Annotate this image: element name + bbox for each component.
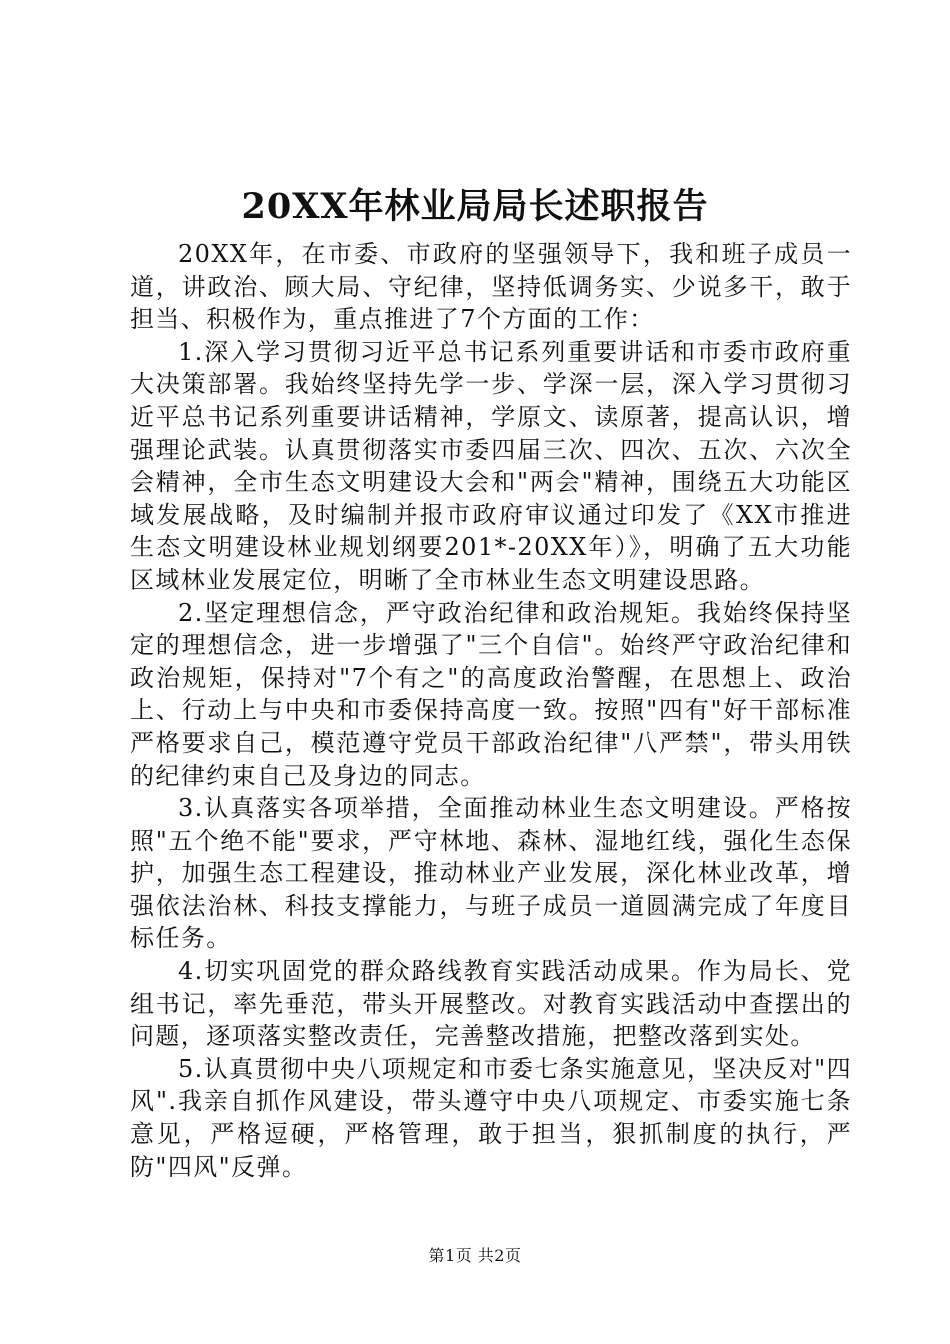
paragraph-intro: 20XX年，在市委、市政府的坚强领导下，我和班子成员一道，讲政治、顾大局、守纪律，坚持低调务实、少说多干，敢于担当、积极作为，重点推进了7个方面的工作： [130,240,852,334]
paragraph-item-3: 3.认真落实各项举措，全面推动林业生态文明建设。严格按照"五个绝不能"要求，严守林地、森林、湿地红线，强化生态保护，加强生态工程建设，推动林业产业发展，深化林业改革，增强依法治林、科技支撑能力，与班子成员一道圆满完成了年度目标任务。 [130,794,852,953]
paragraph-item-5: 5.认真贯彻中央八项规定和市委七条实施意见，坚决反对"四风".我亲自抓作风建设，带头遵守中央八项规定、市委实施七条意见，严格逗硬，严格管理，敢于担当，狠抓制度的执行，严防"四风"反弹。 [130,1054,852,1181]
document-title: 20XX年林业局局长述职报告 [241,186,709,227]
document-body [130,238,852,1183]
paragraph-item-2: 2.坚定理想信念，严守政治纪律和政治规矩。我始终保持坚定的理想信念，进一步增强了"三个自信"。始终严守政治纪律和政治规矩，保持对"7个有之"的高度政治警醒，在思想上、政治上、行动上与中央和市委保持高度一致。按照"四有"好干部标准严格要求自己，模范遵守党员干部政治纪律"八严禁"，带头用铁的纪律约束自己及身边的同志。 [130,598,852,790]
paragraph-item-1: 1.深入学习贯彻习近平总书记系列重要讲话和市委市政府重大决策部署。我始终坚持先学一步、学深一层，深入学习贯彻习近平总书记系列重要讲话精神，学原文、读原著，提高认识，增强理论武装。认真贯彻落实市委四届三次、四次、五次、六次全会精神，全市生态文明建设大会和"两会"精神，围绕五大功能区域发展战略，及时编制并报市政府审议通过印发了《XX市推进生态文明建设林业规划纲要201*-20XX年）》，明确了五大功能区域林业发展定位，明晰了全市林业生态文明建设思路。 [130,337,852,594]
page-number-footer: 第1页 共2页 [428,1246,522,1265]
paragraph-item-4: 4.切实巩固党的群众路线教育实践活动成果。作为局长、党组书记，率先垂范，带头开展整改。对教育实践活动中查摆出的问题，逐项落实整改责任，完善整改措施，把整改落到实处。 [130,957,852,1051]
